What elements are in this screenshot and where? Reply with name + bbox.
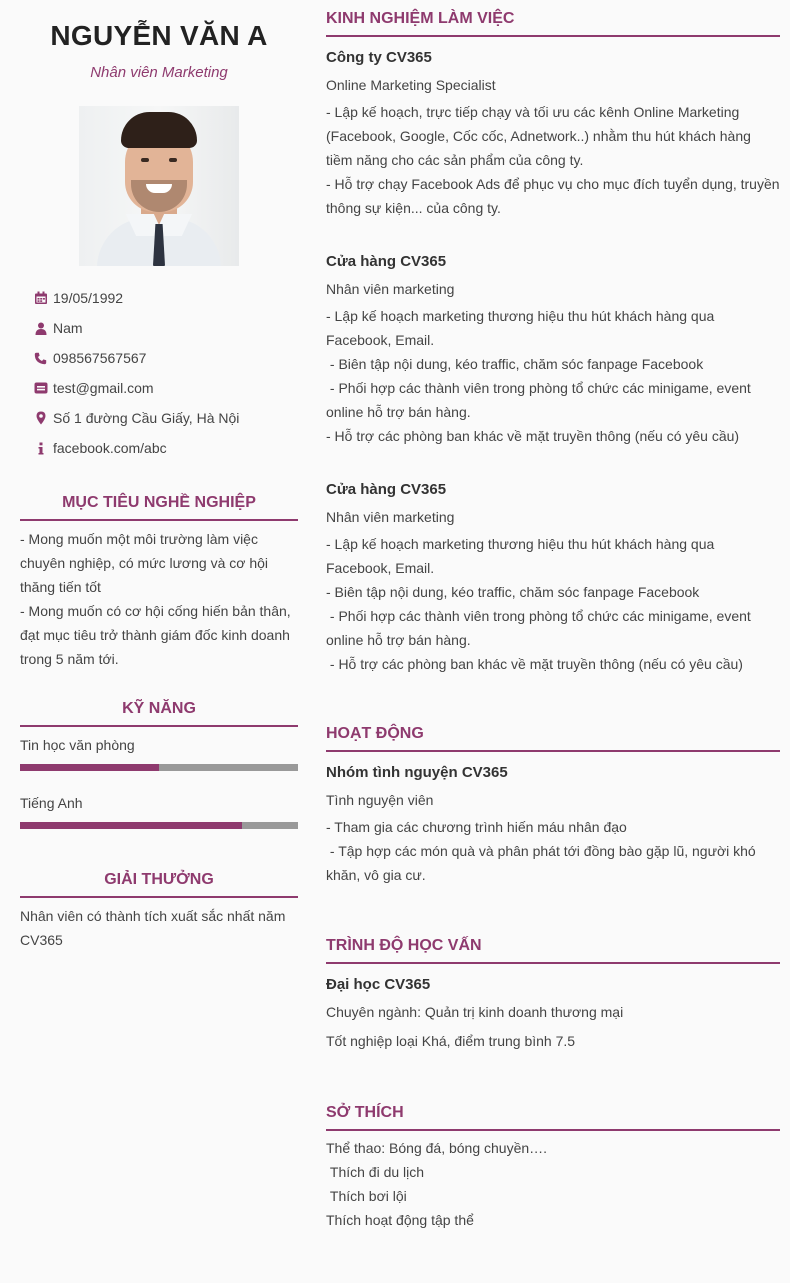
info-text: 19/05/1992 xyxy=(53,290,124,306)
skills-section xyxy=(20,699,298,829)
school-name: Đại học CV365 xyxy=(326,976,431,993)
section-title: MỤC TIÊU NGHỀ NGHIỆP xyxy=(20,493,298,521)
info-text: Số 1 đường Cầu Giấy, Hà Nội xyxy=(53,410,240,426)
job-role: Online Marketing Specialist xyxy=(326,77,496,93)
job-description xyxy=(326,304,780,448)
description-line: - Hỗ trợ chạy Facebook Ads để phục vụ cho mục đích tuyển dụng, truyền thông sự kiện... của công ty. xyxy=(326,176,780,216)
company-name: Cửa hàng CV365 xyxy=(326,481,447,498)
contact-info xyxy=(20,283,298,463)
email-icon xyxy=(20,382,53,394)
skill-bar xyxy=(20,764,298,771)
info-gender xyxy=(20,313,298,343)
description-line: - Lập kế hoạch marketing thương hiệu thu hút khách hàng qua Facebook, Email. xyxy=(326,536,715,576)
activity-description xyxy=(326,815,780,887)
description-line: - Hỗ trợ các phòng ban khác về mặt truyền thông (nếu có yêu cầu) xyxy=(326,428,740,444)
description-line: - Phối hợp các thành viên trong phòng tổ chức các minigame, event online hỗ trợ bán hàng. xyxy=(326,608,755,648)
description-line: - Phối hợp các thành viên trong phòng tổ chức các minigame, event online hỗ trợ bán hàng. xyxy=(326,380,755,420)
hobby-item: Thích hoạt động tập thể xyxy=(326,1212,474,1228)
company-name: Công ty CV365 xyxy=(326,49,432,66)
section-title: TRÌNH ĐỘ HỌC VẤN xyxy=(326,936,780,964)
section-title: GIẢI THƯỞNG xyxy=(20,870,298,898)
description-line: - Tham gia các chương trình hiến máu nhân đạo xyxy=(326,819,627,835)
experience-entry xyxy=(326,480,780,676)
info-email xyxy=(20,373,298,403)
skill-bar xyxy=(20,822,298,829)
description-line: - Hỗ trợ các phòng ban khác về mặt truyền thông (nếu có yêu cầu) xyxy=(326,656,743,672)
section-title: KINH NGHIỆM LÀM VIỆC xyxy=(326,9,780,37)
experience-entry xyxy=(326,252,780,448)
education-section xyxy=(326,936,780,1051)
location-icon xyxy=(20,411,53,425)
hobby-item: Thích bơi lội xyxy=(326,1188,407,1204)
info-phone xyxy=(20,343,298,373)
hobby-list xyxy=(326,1136,780,1232)
section-title: SỞ THÍCH xyxy=(326,1103,780,1131)
right-column xyxy=(326,0,780,1232)
experience-section xyxy=(326,9,780,676)
company-name: Cửa hàng CV365 xyxy=(326,253,447,270)
hobby-item: Thích đi du lịch xyxy=(326,1164,425,1180)
job-description xyxy=(326,532,780,676)
activities-section xyxy=(326,724,780,887)
info-icon xyxy=(20,442,53,455)
job-description xyxy=(326,100,780,220)
award-text: Nhân viên có thành tích xuất sắc nhất năm CV365 xyxy=(20,908,286,948)
info-text: Nam xyxy=(53,320,83,336)
job-role: Nhân viên marketing xyxy=(326,281,455,297)
user-icon xyxy=(20,322,53,335)
info-text: facebook.com/abc xyxy=(53,440,167,456)
objective-line: - Mong muốn một môi trường làm việc chuyên nghiệp, có mức lương và cơ hội thăng tiến tốt xyxy=(20,531,269,595)
left-column xyxy=(20,0,298,952)
description-line: - Biên tập nội dung, kéo traffic, chăm sóc fanpage Facebook xyxy=(326,356,704,372)
section-title: HOẠT ĐỘNG xyxy=(326,724,780,752)
education-major: Chuyên ngành: Quản trị kinh doanh thương mại xyxy=(326,1004,624,1020)
activity-role: Tình nguyện viên xyxy=(326,792,434,808)
candidate-title: Nhân viên Marketing xyxy=(90,64,228,81)
candidate-name: NGUYỄN VĂN A xyxy=(50,20,268,51)
objective-section xyxy=(20,493,298,671)
info-birthday xyxy=(20,283,298,313)
phone-icon xyxy=(20,352,53,365)
experience-entry xyxy=(326,48,780,220)
awards-section xyxy=(20,870,298,952)
avatar xyxy=(79,106,239,266)
description-line: - Lập kế hoạch, trực tiếp chạy và tối ưu các kênh Online Marketing (Facebook, Google, Cốc cốc, Adnetwork..) nhằm thu hút khách hàng tiềm năng cho các sản phẩm của công ty. xyxy=(326,104,751,168)
description-line: - Lập kế hoạch marketing thương hiệu thu hút khách hàng qua Facebook, Email. xyxy=(326,308,715,348)
hobby-item: Thể thao: Bóng đá, bóng chuyền…. xyxy=(326,1140,548,1156)
description-line: - Biên tập nội dung, kéo traffic, chăm sóc fanpage Facebook xyxy=(326,584,700,600)
skill-bar-fill xyxy=(20,764,159,771)
info-address xyxy=(20,403,298,433)
skill-name: Tiếng Anh xyxy=(20,795,83,811)
hobbies-section xyxy=(326,1103,780,1232)
skill-item xyxy=(20,735,298,771)
education-grade: Tốt nghiệp loại Khá, điểm trung bình 7.5 xyxy=(326,1033,576,1049)
objective-line: - Mong muốn có cơ hội cống hiến bản thân, đạt mục tiêu trở thành giám đốc kinh doanh trong 5 năm tới. xyxy=(20,603,291,667)
skill-item xyxy=(20,793,298,829)
organization-name: Nhóm tình nguyện CV365 xyxy=(326,764,508,781)
job-role: Nhân viên marketing xyxy=(326,509,455,525)
section-title: KỸ NĂNG xyxy=(20,699,298,727)
info-text: 098567567567 xyxy=(53,350,147,366)
info-facebook xyxy=(20,433,298,463)
skill-bar-fill xyxy=(20,822,242,829)
skill-name: Tin học văn phòng xyxy=(20,737,135,753)
calendar-icon xyxy=(20,291,53,305)
info-text: test@gmail.com xyxy=(53,380,154,396)
description-line: - Tập hợp các món quà và phân phát tới đồng bào gặp lũ, người khó khăn, vô gia cư. xyxy=(326,843,760,883)
